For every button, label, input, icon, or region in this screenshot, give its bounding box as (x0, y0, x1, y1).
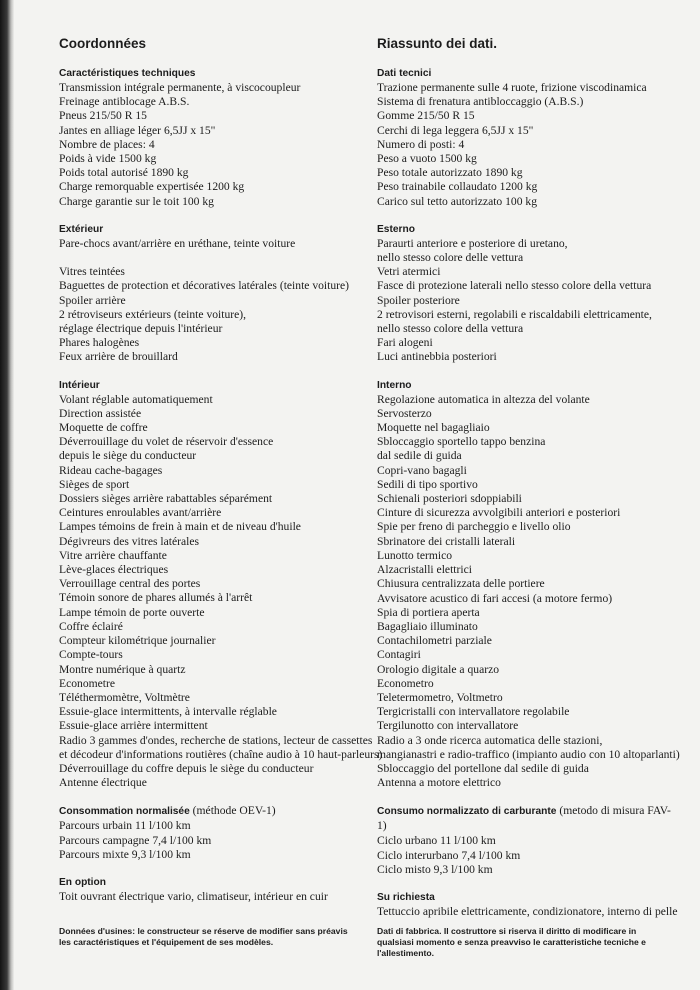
section-heading-text: Interno (377, 379, 412, 391)
sections-left (59, 67, 383, 904)
spec-line: Chiusura centralizzata delle portiere (377, 577, 545, 591)
spec-line: Gomme 215/50 R 15 (377, 109, 475, 123)
spec-line: Compteur kilométrique journalier (59, 634, 216, 648)
spec-line: Lampes témoins de frein à main et de niveau d'huile (59, 520, 301, 534)
column-left (59, 36, 383, 918)
section-heading-text: Consommation normalisée (59, 806, 190, 818)
spec-line: Feux arrière de brouillard (59, 350, 178, 364)
spec-line: Baguettes de protection et décoratives latérales (teinte voiture) (59, 279, 350, 293)
spec-line: dal sedile di guida (377, 449, 462, 463)
spec-line: Direction assistée (59, 406, 142, 420)
section-heading-text: En option (59, 876, 106, 888)
spec-line: Spie per freno di parcheggio e livello olio (377, 520, 571, 534)
spec-line: Poids total autorisé 1890 kg (59, 166, 189, 180)
spec-line: Peso totale autorizzato 1890 kg (377, 166, 523, 180)
spec-line: Sbrinatore dei cristalli laterali (377, 534, 516, 548)
spec-line: Copri-vano bagagli (377, 463, 467, 477)
spec-section (377, 67, 677, 209)
spec-line: Moquette de coffre (59, 421, 148, 435)
spec-line: Tergicristalli con intervallatore regolabile (377, 705, 570, 719)
spec-line: Ciclo misto 9,3 l/100 km (377, 862, 493, 876)
spec-section (59, 223, 359, 365)
spec-line: Spoiler posteriore (377, 293, 460, 307)
spec-line: Tergilunotto con intervallatore (377, 719, 519, 733)
spec-line: Peso a vuoto 1500 kg (377, 152, 477, 166)
spec-line: Teletermometro, Voltmetro (377, 690, 503, 704)
section-heading (59, 379, 359, 393)
spec-line: Nombre de places: 4 (59, 137, 155, 151)
spec-line: 2 retrovisori esterni, regolabili e riscaldabili elettricamente, (377, 307, 652, 321)
spec-section (377, 379, 680, 791)
spec-section (59, 876, 359, 904)
section-heading-text: Su richiesta (377, 891, 435, 903)
section-heading-text: Consumo normalizzato di carburante (377, 806, 557, 818)
column-right (377, 36, 680, 933)
spec-line: Dossiers sièges arrière rabattables séparément (59, 492, 273, 506)
spec-line: et décodeur d'informations routières (chaîne audio à 10 haut-parleurs) (59, 747, 383, 761)
spec-line: Numero di posti: 4 (377, 137, 465, 151)
page-binding-edge (0, 0, 14, 990)
section-heading (59, 223, 359, 237)
spec-line: Trazione permanente sulle 4 ruote, frizione viscodinamica (377, 81, 647, 94)
sections-right (377, 67, 680, 919)
spec-line: Sièges de sport (59, 477, 130, 491)
spec-line: Avvisatore acustico di fari accesi (a motore fermo) (377, 591, 613, 605)
spec-line: Carico sul tetto autorizzato 100 kg (377, 194, 538, 208)
spec-line: Toit ouvrant électrique vario, climatiseur, intérieur en cuir (59, 889, 328, 903)
spec-line: Lunotto termico (377, 548, 453, 562)
section-heading (59, 67, 359, 81)
spec-line: Cinture di sicurezza avvolgibili anteriori e posteriori (377, 506, 621, 520)
section-heading-text: Intérieur (59, 379, 100, 391)
spec-line: Bagagliaio illuminato (377, 619, 478, 633)
spec-line: Freinage antiblocage A.B.S. (59, 95, 190, 109)
footer-note-left: Données d'usines: le constructeur se réserve de modifier sans préavis les caractéristiques et l'équipement de ses modèles. (59, 926, 348, 947)
spec-line: Essuie-glace arrière intermittent (59, 719, 208, 733)
spec-line: Spia di portiera aperta (377, 605, 480, 619)
spec-line: Essuie-glace intermittents, à intervalle réglable (59, 705, 277, 719)
spec-line: Charge garantie sur le toit 100 kg (59, 194, 214, 208)
spec-line: Fari alogeni (377, 336, 433, 350)
spec-line: Spoiler arrière (59, 293, 126, 307)
spec-line: Luci antinebbia posteriori (377, 350, 497, 364)
spec-line: Schienali posteriori sdoppiabili (377, 492, 522, 506)
spec-line: Alzacristalli elettrici (377, 563, 472, 577)
spec-line: Pare-chocs avant/arrière en uréthane, teinte voiture (59, 236, 296, 250)
spec-line: Antenna a motore elettrico (377, 776, 501, 790)
footer-note-right: Dati di fabbrica. Il costruttore si riserva il diritto di modificare in qualsiasi momento e senza preavviso le caratteristiche tecniche e l'allestimento. (377, 926, 646, 958)
spec-line: Paraurti anteriore e posteriore di uretano, (377, 236, 568, 250)
spec-line: Contagiri (377, 648, 421, 662)
spec-line: Parcours mixte 9,3 l/100 km (59, 847, 191, 861)
spec-line: Téléthermomètre, Voltmètre (59, 690, 190, 704)
spec-line: nello stesso colore della vettura (377, 322, 524, 336)
spec-line: Ciclo urbano 11 l/100 km (377, 834, 496, 848)
spec-line: Rideau cache-bagages (59, 463, 163, 477)
spec-line: Cerchi di lega leggera 6,5JJ x 15" (377, 123, 534, 137)
section-heading-text: Caractéristiques techniques (59, 68, 196, 79)
spec-line: Contachilometri parziale (377, 634, 492, 648)
spec-line: nello stesso colore delle vettura (377, 251, 524, 265)
spec-line: Pneus 215/50 R 15 (59, 109, 147, 123)
section-heading-suffix: (méthode OEV-1) (189, 804, 276, 818)
section-heading-text: Extérieur (59, 223, 104, 235)
spec-line: Vitre arrière chauffante (59, 548, 167, 562)
spec-line: Econometre (59, 676, 116, 690)
spec-line: Dégivreurs des vitres latérales (59, 534, 200, 548)
spec-section (59, 379, 383, 791)
spec-line: Verrouillage central des portes (59, 577, 201, 591)
spec-line: Fasce di protezione laterali nello stesso colore della vettura (377, 279, 652, 293)
spec-line: Volant réglable automatiquement (59, 392, 213, 406)
section-heading-text: Dati tecnici (377, 68, 432, 79)
spec-line: Servosterzo (377, 406, 432, 420)
spec-section (59, 67, 359, 209)
section-heading (59, 804, 359, 819)
section-heading (377, 223, 677, 237)
spec-line: Coffre éclairé (59, 619, 123, 633)
spec-line: Transmission intégrale permanente, à viscocoupleur (59, 81, 301, 94)
spec-line: Ceintures enroulables avant/arrière (59, 506, 222, 520)
spec-section (59, 804, 359, 862)
page-title-right: Riassunto dei dati. (377, 36, 498, 51)
section-heading (59, 876, 359, 890)
spec-line: Lampe témoin de porte ouverte (59, 605, 205, 619)
spec-line: Vitres teintées (59, 265, 125, 279)
spec-line: mangianastri e radio-traffico (impianto audio con 10 altoparlanti) (377, 747, 680, 761)
spec-line: Déverrouillage du coffre depuis le siège du conducteur (59, 761, 314, 775)
spec-line: Témoin sonore de phares allumés à l'arrêt (59, 591, 253, 605)
spec-line: Peso trainabile collaudato 1200 kg (377, 180, 538, 194)
spec-line: Econometro (377, 676, 434, 690)
spec-line: depuis le siège du conducteur (59, 449, 197, 463)
spec-line: Sistema di frenatura antibloccaggio (A.B.S.) (377, 95, 584, 109)
spec-line: 2 rétroviseurs extérieurs (teinte voiture), (59, 307, 247, 321)
spec-line (59, 251, 359, 265)
spec-section (377, 223, 677, 365)
spec-line: Tettuccio apribile elettricamente, condizionatore, interno di pelle (377, 904, 678, 918)
spec-line: Regolazione automatica in altezza del volante (377, 392, 590, 406)
section-heading (377, 379, 677, 393)
spec-line: Sedili di tipo sportivo (377, 477, 478, 491)
section-heading (377, 891, 677, 905)
spec-line: Parcours campagne 7,4 l/100 km (59, 833, 212, 847)
spec-section (377, 804, 677, 877)
spec-line: Antenne électrique (59, 776, 147, 790)
spec-line: Ciclo interurbano 7,4 l/100 km (377, 848, 521, 862)
spec-line: Sbloccaggio del portellone dal sedile di guida (377, 761, 589, 775)
spec-line: Phares halogènes (59, 336, 140, 350)
spec-line: Sbloccaggio sportello tappo benzina (377, 435, 546, 449)
spec-line: Montre numérique à quartz (59, 662, 186, 676)
section-heading-suffix: (metodo di misura FAV-1) (377, 804, 671, 833)
spec-line: Jantes en alliage léger 6,5JJ x 15" (59, 123, 216, 137)
spec-line: Orologio digitale a quarzo (377, 662, 500, 676)
spec-line: Parcours urbain 11 l/100 km (59, 819, 191, 833)
spec-line: Radio 3 gammes d'ondes, recherche de stations, lecteur de cassettes (59, 733, 373, 747)
spec-line: réglage électrique depuis l'intérieur (59, 322, 223, 336)
page-title-left: Coordonnées (59, 36, 147, 51)
spec-line: Moquette nel bagagliaio (377, 421, 490, 435)
section-heading-text: Esterno (377, 223, 415, 235)
spec-line: Radio a 3 onde ricerca automatica delle stazioni, (377, 733, 603, 747)
spec-line: Charge remorquable expertisée 1200 kg (59, 180, 245, 194)
section-heading (377, 67, 677, 81)
spec-line: Déverrouillage du volet de réservoir d'essence (59, 435, 274, 449)
spec-section (377, 891, 677, 919)
spec-line: Poids à vide 1500 kg (59, 152, 157, 166)
spec-line: Vetri atermici (377, 265, 441, 279)
spec-line: Lève-glaces électriques (59, 563, 169, 577)
spec-line: Compte-tours (59, 648, 123, 662)
section-heading (377, 804, 677, 834)
